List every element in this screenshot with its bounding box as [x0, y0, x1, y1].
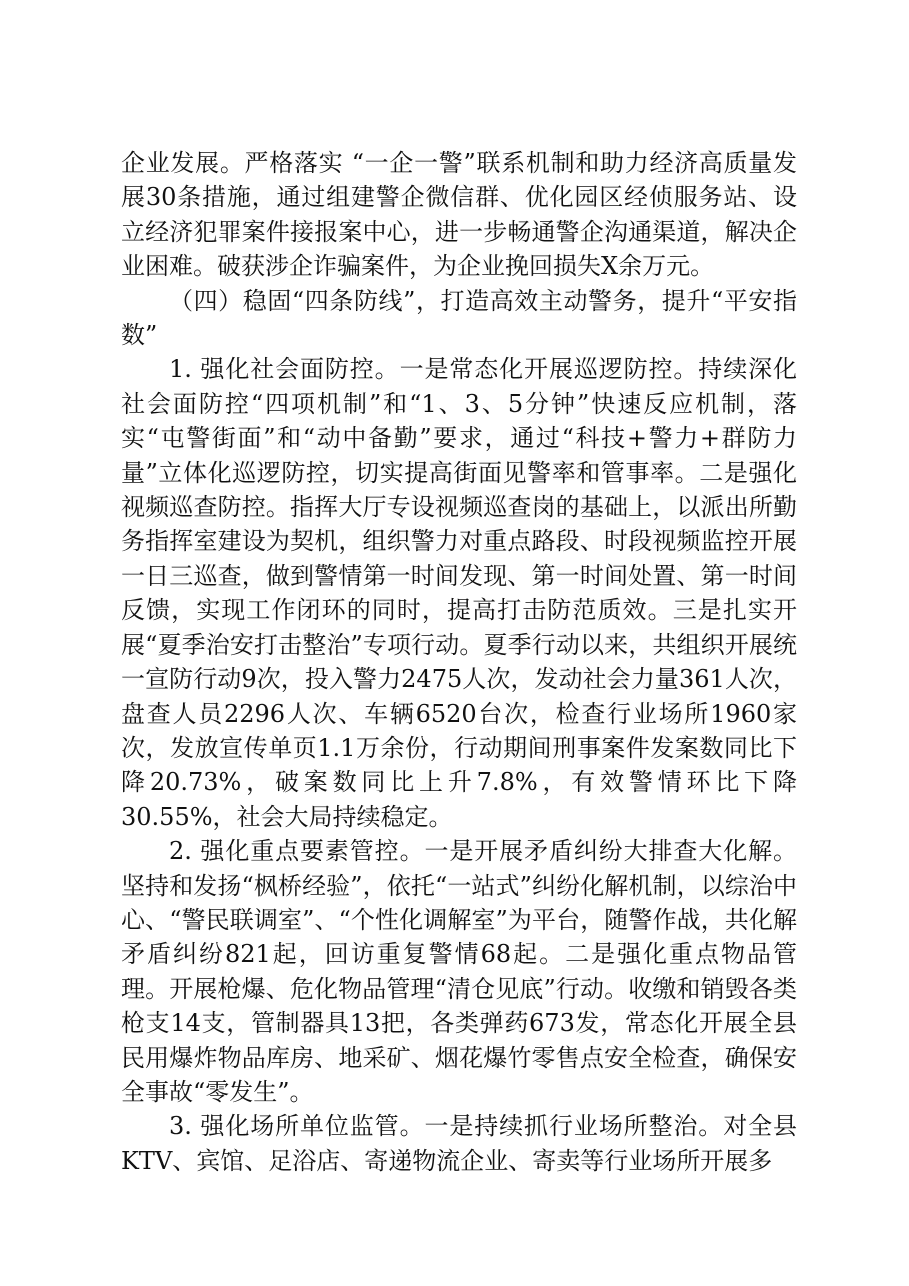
section-heading-four-defense-lines: （四）稳固“四条防线”，打造高效主动警务，提升“平安指数”: [121, 286, 797, 350]
paragraph-enterprise-support: 企业发展。严格落实 “一企一警”联系机制和助力经济高质量发展30条措施，通过组建警企微信群、优化园区经侦服务站、设立经济犯罪案件接报案中心，进一步畅通警企沟通渠道，解决企业困难。破获涉企诈骗案件，为企业挽回损失X余万元。: [121, 149, 797, 281]
paragraph-key-elements-control: 2. 强化重点要素管控。一是开展矛盾纠纷大排查大化解。坚持和发扬“枫桥经验”，依托“一站式”纠纷化解机制，以综治中心、“警民联调室”、“个性化调解室”为平台，随警作战，共化解矛盾纠纷821起，回访重复警情68起。二是强化重点物品管理。开展枪爆、危化物品管理“清仓见底”行动。收缴和销毁各类枪支14支，管制器具13把，各类弹药673发，常态化开展全县民用爆炸物品库房、地采矿、烟花爆竹零售点安全检查，确保安全事故“零发生”。: [121, 837, 797, 1106]
document-page: [121, 146, 797, 1178]
paragraph-venue-supervision: 3. 强化场所单位监管。一是持续抓行业场所整治。对全县KTV、宾馆、足浴店、寄递物流企业、寄卖等行业场所开展多: [121, 1112, 797, 1175]
paragraph-social-prevention: 1. 强化社会面防控。一是常态化开展巡逻防控。持续深化社会面防控“四项机制”和“1、3、5分钟”快速反应机制，落实“屯警街面”和“动中备勤”要求，通过“科技+警力+群防力量”立体化巡逻防控，切实提高街面见警率和管事率。二是强化视频巡查防控。指挥大厅专设视频巡查岗的基础上，以派出所勤务指挥室建设为契机，组织警力对重点路段、时段视频监控开展一日三巡查，做到警情第一时间发现、第一时间处置、第一时间反馈，实现工作闭环的同时，提高打击防范质效。三是扎实开展“夏季治安打击整治”专项行动。夏季行动以来，共组织开展统一宣防行动9次，投入警力2475人次，发动社会力量361人次，盘查人员2296人次、车辆6520台次，检查行业场所1960家次，发放宣传单页1.1万余份，行动期间刑事案件发案数同比下降20.73%，破案数同比上升7.8%，有效警情环比下降30.55%，社会大局持续稳定。: [121, 355, 797, 831]
